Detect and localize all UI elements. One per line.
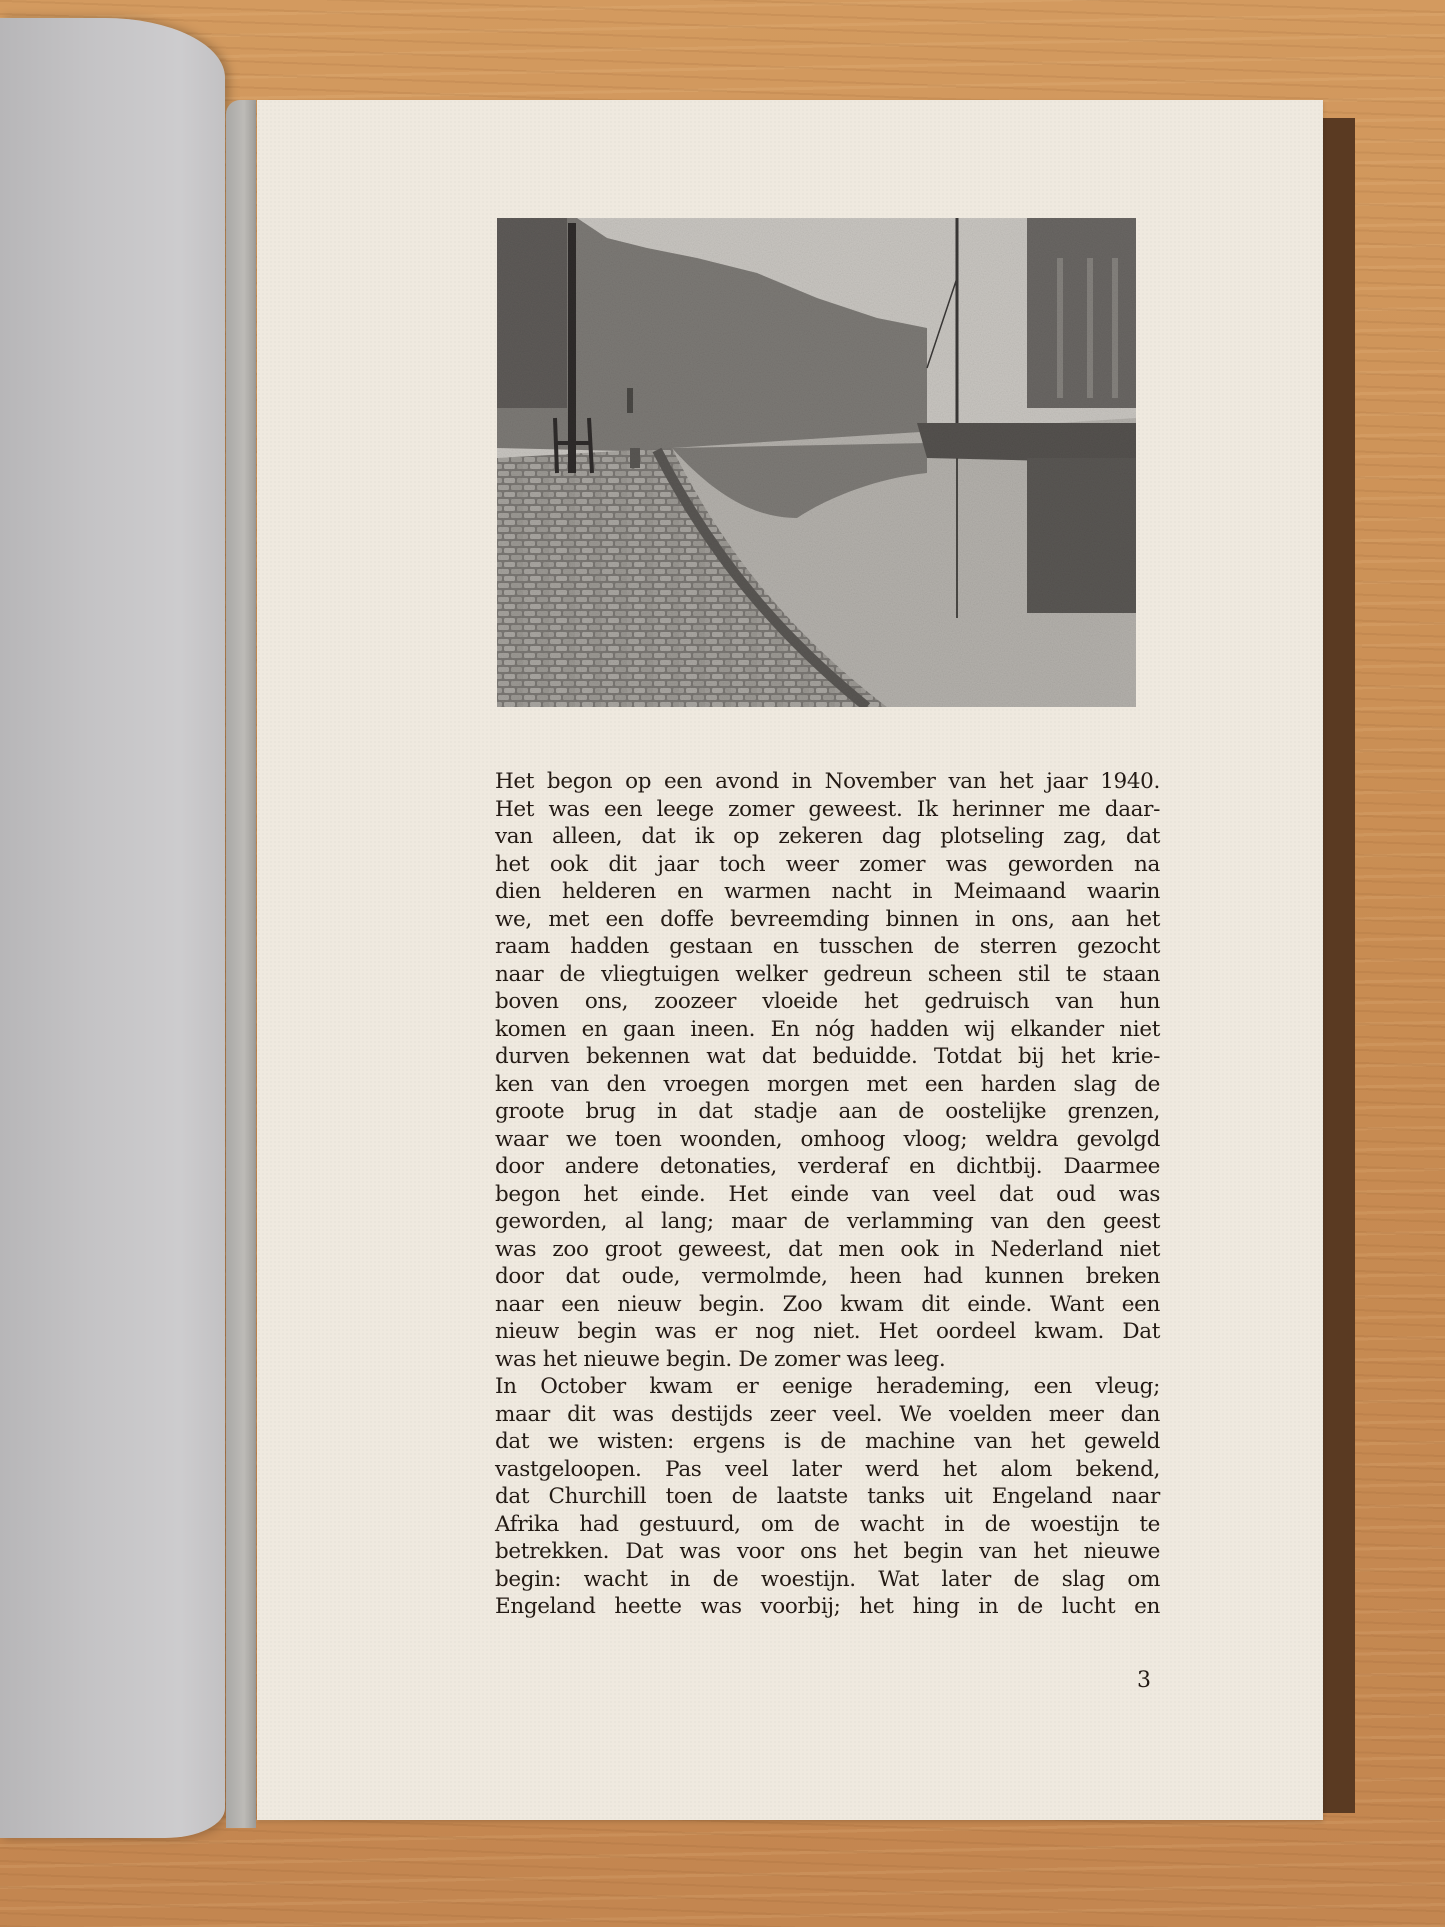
text-line: raam hadden gestaan en tusschen de sterren gezocht bbox=[495, 934, 1160, 959]
text-line: Het begon op een avond in November van het jaar 1940. bbox=[495, 769, 1160, 794]
text-line: Het was een leege zomer geweest. Ik herinner me daar- bbox=[495, 796, 1160, 822]
canal-photograph bbox=[497, 218, 1136, 707]
text-line: dien helderen en warmen nacht in Meimaand waarin bbox=[495, 879, 1160, 904]
text-line: naar een nieuw begin. Zoo kwam dit einde. Want een bbox=[495, 1291, 1160, 1317]
text-line: van alleen, dat ik op zekeren dag plotseling zag, dat bbox=[495, 824, 1160, 849]
text-line: Afrika had gestuurd, om de wacht in de woestijn te bbox=[495, 1511, 1160, 1537]
text-line: vastgeloopen. Pas veel later werd het alom bekend, bbox=[495, 1456, 1160, 1482]
text-line: we, met een doffe bevreemding binnen in ons, aan het bbox=[495, 906, 1160, 932]
text-line: Engeland heette was voorbij; het hing in de lucht en bbox=[495, 1594, 1160, 1619]
book-gutter bbox=[226, 100, 256, 1828]
text-line: durven bekennen wat dat beduidde. Totdat bij het krie- bbox=[495, 1044, 1160, 1069]
text-line: door andere detonaties, verderaf en dichtbij. Daarmee bbox=[495, 1154, 1160, 1179]
canal-photo-illustration bbox=[497, 218, 1136, 707]
text-line: begon het einde. Het einde van veel dat oud was bbox=[495, 1181, 1160, 1207]
paragraph bbox=[495, 768, 1160, 1373]
text-line: boven ons, zoozeer vloeide het gedruisch van hun bbox=[495, 989, 1160, 1014]
text-line: geworden, al lang; maar de verlamming van den geest bbox=[495, 1209, 1160, 1234]
text-line: begin: wacht in de woestijn. Wat later de slag om bbox=[495, 1566, 1160, 1592]
paragraph bbox=[495, 1373, 1160, 1621]
text-line: nieuw begin was er nog niet. Het oordeel kwam. Dat bbox=[495, 1319, 1160, 1344]
text-line: komen en gaan ineen. En nóg hadden wij elkander niet bbox=[495, 1016, 1160, 1042]
text-line: naar de vliegtuigen welker gedreun scheen stil te staan bbox=[495, 961, 1160, 987]
page-number: 3 bbox=[1137, 1668, 1151, 1693]
text-line: was zoo groot geweest, dat men ook in Nederland niet bbox=[495, 1236, 1160, 1262]
text-line: was het nieuwe begin. De zomer was leeg. bbox=[495, 1346, 946, 1372]
text-line: dat Churchill toen de laatste tanks uit Engeland naar bbox=[495, 1484, 1160, 1509]
body-text bbox=[495, 768, 1160, 1621]
text-line: dat we wisten: ergens is de machine van het geweld bbox=[495, 1429, 1160, 1454]
text-line: waar we toen woonden, omhoog vloog; weldra gevolgd bbox=[495, 1126, 1160, 1152]
text-line: door dat oude, vermolmde, heen had kunnen breken bbox=[495, 1264, 1160, 1289]
text-line: het ook dit jaar toch weer zomer was geworden na bbox=[495, 851, 1160, 877]
left-page bbox=[0, 18, 225, 1838]
text-line: ken van den vroegen morgen met een harden slag de bbox=[495, 1071, 1160, 1097]
text-line: maar dit was destijds zeer veel. We voelden meer dan bbox=[495, 1401, 1160, 1427]
book-page bbox=[257, 100, 1323, 1820]
text-line: groote brug in dat stadje aan de oostelijke grenzen, bbox=[495, 1099, 1160, 1124]
text-line: In October kwam er eenige herademing, een vleug; bbox=[495, 1374, 1160, 1399]
text-line: betrekken. Dat was voor ons het begin van het nieuwe bbox=[495, 1539, 1160, 1564]
